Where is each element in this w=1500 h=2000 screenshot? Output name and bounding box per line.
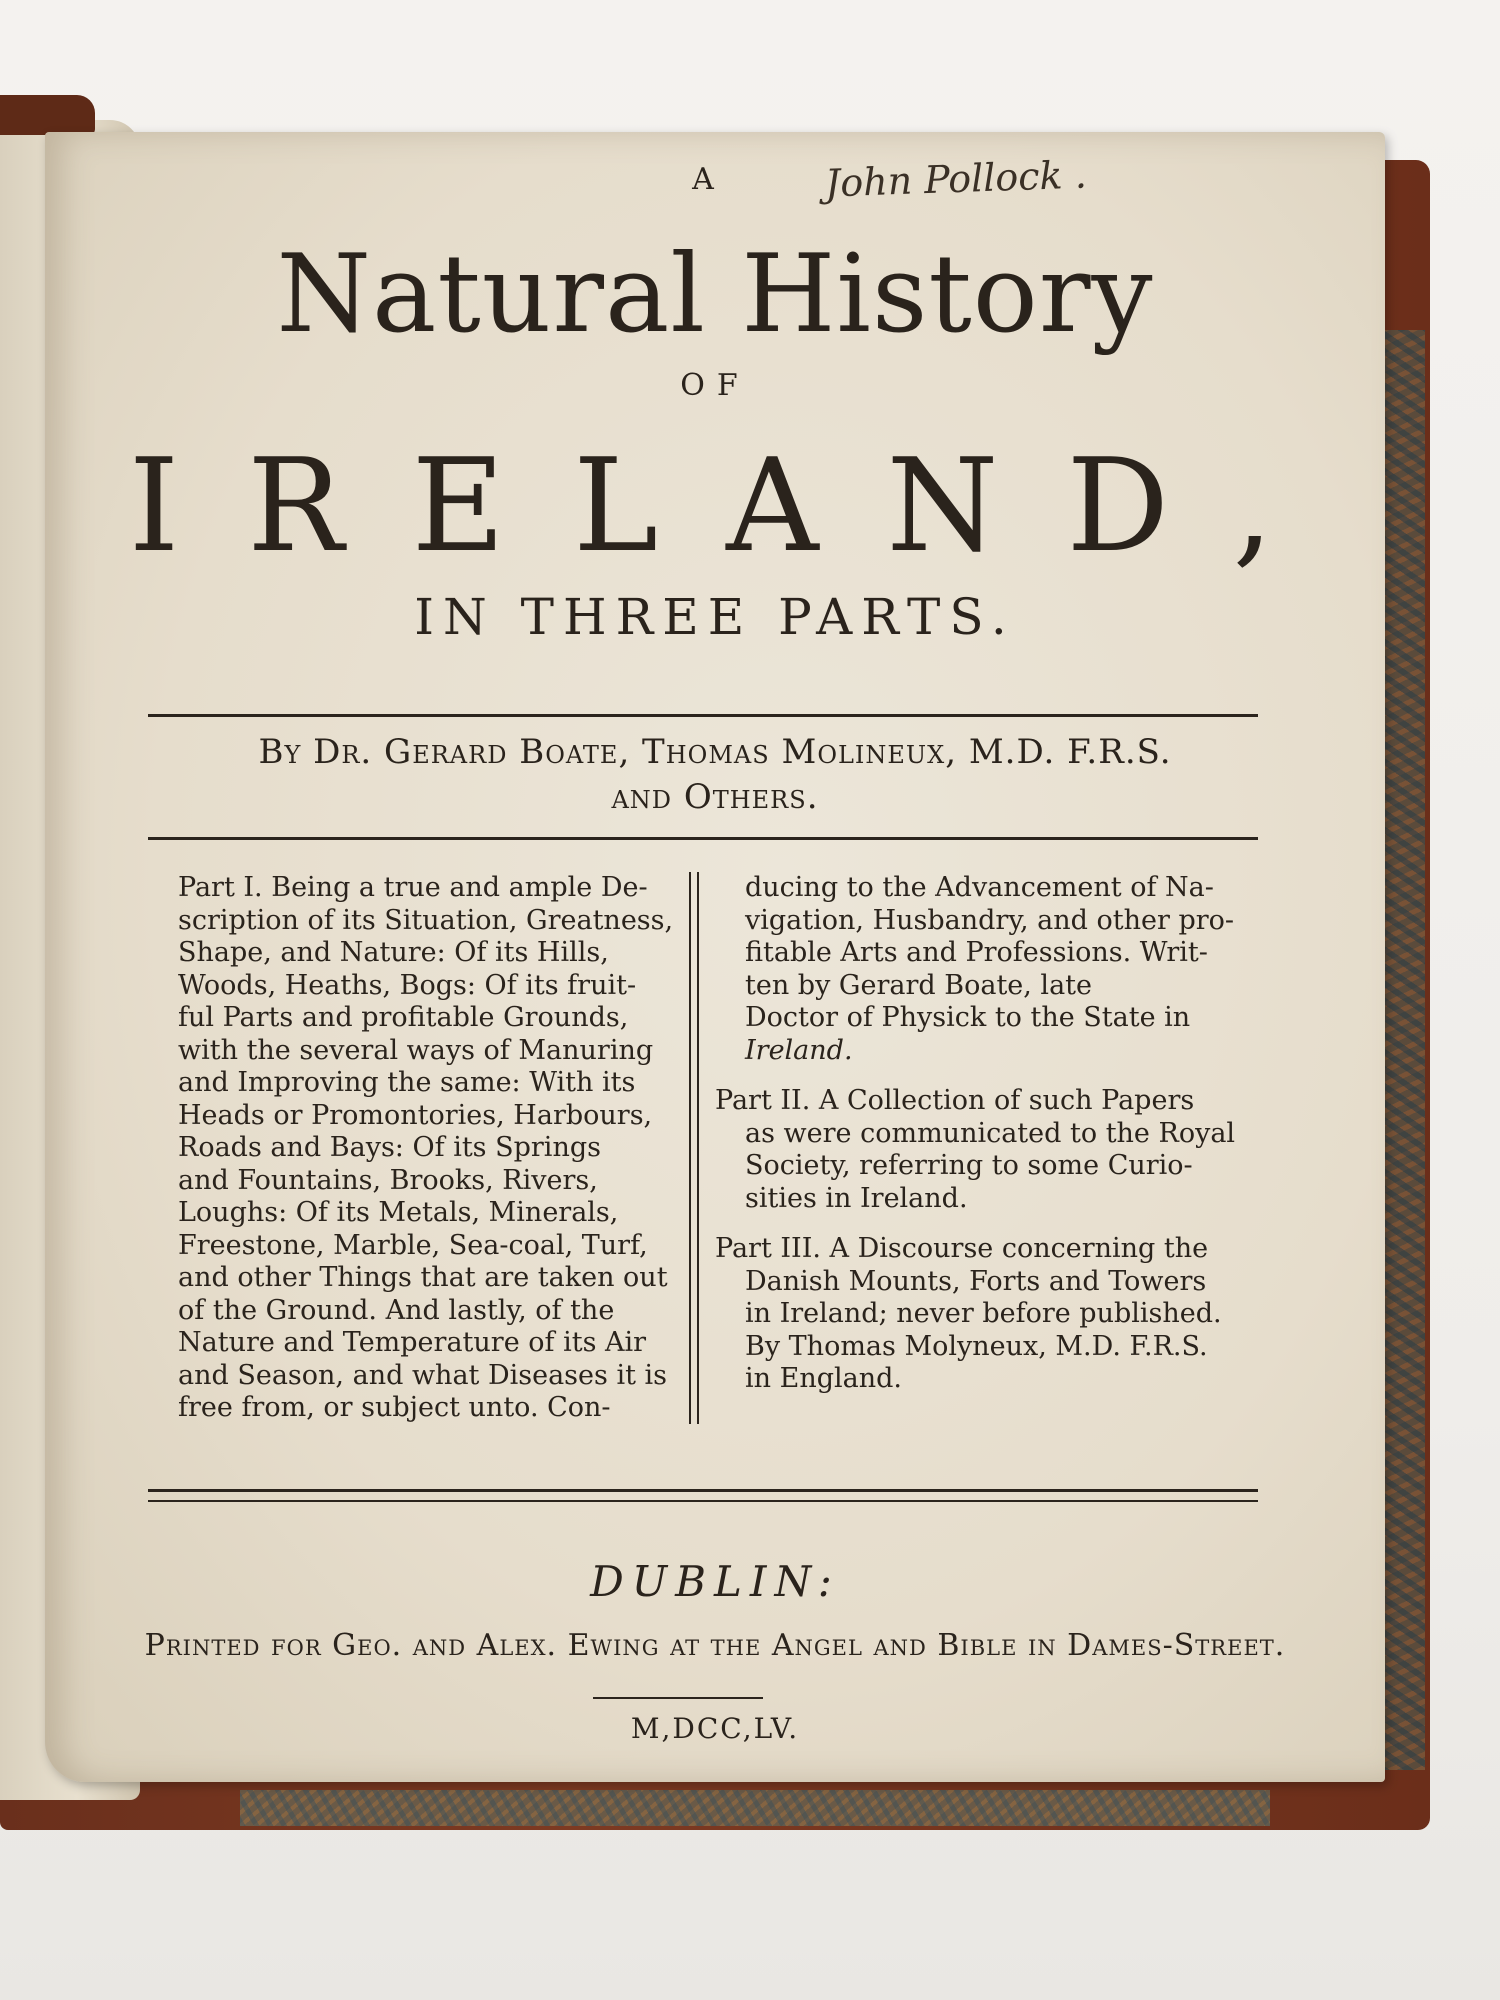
text-line: Roads and Bays: Of its Springs bbox=[178, 1132, 601, 1163]
authors-line-1: By Dr. Gerard Boate, Thomas Molineux, M.D. F.R.S. bbox=[258, 732, 1172, 772]
title-article: A bbox=[692, 162, 718, 197]
part3 bbox=[715, 1233, 1275, 1396]
text-line: By Thomas Molyneux, M.D. F.R.S. bbox=[745, 1330, 1208, 1362]
rule-bottom-1 bbox=[148, 1489, 1258, 1492]
text-line: Heads or Promontories, Harbours, bbox=[178, 1099, 653, 1131]
text-line: Loughs: Of its Metals, Minerals, bbox=[178, 1197, 619, 1228]
text-line: sities in Ireland. bbox=[745, 1182, 968, 1214]
text-line: of the Ground. And lastly, of the bbox=[178, 1294, 615, 1326]
text-line: with the several ways of Manuring bbox=[178, 1034, 654, 1066]
authors-line-2: and Others. bbox=[611, 777, 819, 817]
text-line: Ireland. bbox=[745, 1034, 853, 1066]
text-line: in Ireland; never before published. bbox=[745, 1298, 1222, 1329]
text-line: Doctor of Physick to the State in bbox=[745, 1002, 1191, 1033]
main-title: Natural History bbox=[276, 232, 1154, 357]
text-line: Freestone, Marble, Sea-coal, Turf, bbox=[178, 1229, 648, 1261]
subtitle: IN THREE PARTS. bbox=[414, 588, 1016, 646]
text-line: free from, or subject unto. Con- bbox=[178, 1392, 611, 1423]
text-line: Nature and Temperature of its Air bbox=[178, 1327, 647, 1358]
text-line: Part II. A Collection of such Papers bbox=[715, 1085, 1195, 1116]
text-line: in England. bbox=[745, 1363, 902, 1394]
imprint-rule bbox=[593, 1697, 763, 1699]
title-page bbox=[45, 132, 1385, 1782]
parts-column bbox=[715, 872, 1275, 1414]
text-line: Shape, and Nature: Of its Hills, bbox=[178, 937, 609, 968]
imprint-printer: Printed for Geo. and Alex. Ewing at the Angel and Bible in Dames-Street. bbox=[144, 1628, 1286, 1663]
title-country: IRELAND, bbox=[128, 432, 1342, 581]
text-line: ducing to the Advancement of Na- bbox=[745, 872, 1214, 903]
handwritten-signature: John Pollock . bbox=[824, 152, 1088, 206]
text-line: Danish Mounts, Forts and Towers bbox=[745, 1265, 1207, 1297]
imprint-date: M,DCC,LV. bbox=[630, 1712, 800, 1745]
text-line: as were communicated to the Royal bbox=[745, 1117, 1236, 1149]
text-line: scription of its Situation, Greatness, bbox=[178, 904, 674, 936]
rule-top bbox=[148, 714, 1258, 717]
text-line: and Season, and what Diseases it is bbox=[178, 1359, 668, 1391]
text-line: ful Parts and profitable Grounds, bbox=[178, 1002, 629, 1033]
column-divider-right bbox=[697, 872, 699, 1424]
text-line: ten by Gerard Boate, late bbox=[745, 969, 1092, 1001]
column-divider-left bbox=[689, 872, 691, 1424]
text-line: vigation, Husbandry, and other pro- bbox=[745, 904, 1235, 936]
leather-corner bbox=[0, 95, 95, 135]
rule-middle bbox=[148, 837, 1258, 840]
title-of: OF bbox=[680, 368, 750, 403]
text-line: Part III. A Discourse concerning the bbox=[715, 1233, 1209, 1264]
text-line: Society, referring to some Curio- bbox=[745, 1150, 1193, 1181]
text-line: and Improving the same: With its bbox=[178, 1067, 636, 1098]
part1-continued bbox=[715, 872, 1275, 1067]
part2 bbox=[715, 1085, 1275, 1215]
text-line: Part I. Being a true and ample De- bbox=[178, 872, 648, 903]
text-line: fitable Arts and Professions. Writ- bbox=[745, 937, 1208, 968]
rule-bottom-2 bbox=[148, 1500, 1258, 1502]
text-line: and Fountains, Brooks, Rivers, bbox=[178, 1164, 598, 1196]
text-line: and other Things that are taken out bbox=[178, 1262, 668, 1293]
part1-column bbox=[178, 872, 674, 1425]
text-line: Woods, Heaths, Bogs: Of its fruit- bbox=[178, 969, 637, 1001]
marbled-bottom-edge bbox=[240, 1790, 1270, 1826]
imprint-place: DUBLIN: bbox=[590, 1557, 840, 1606]
